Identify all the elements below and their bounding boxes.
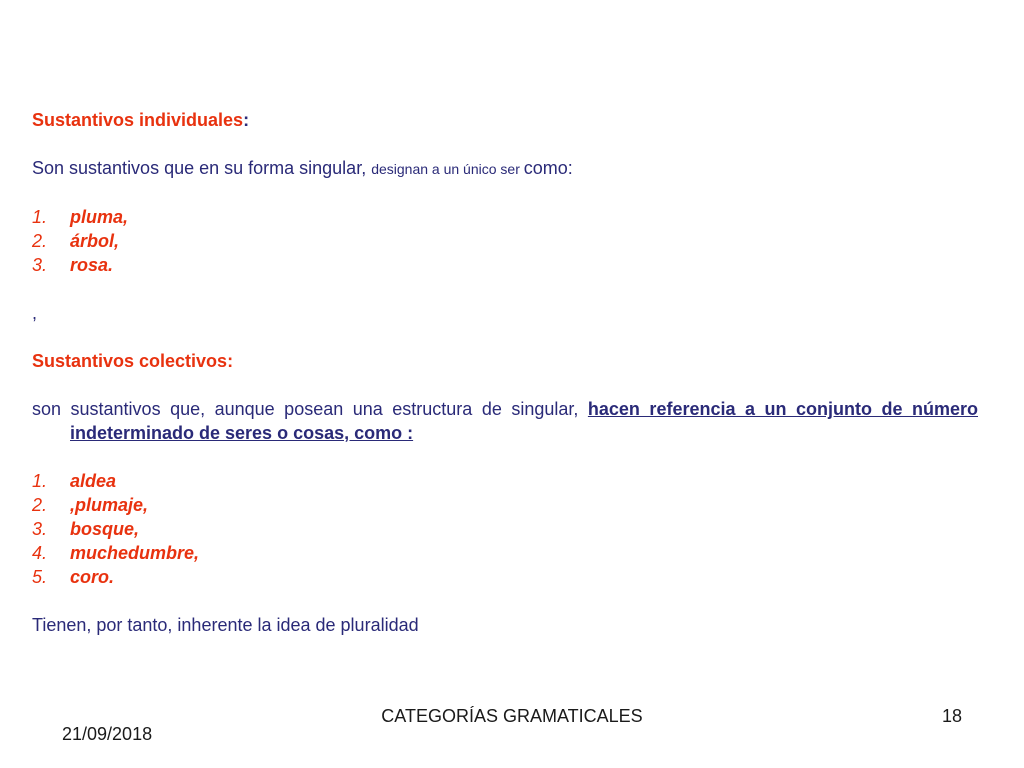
section2-intro <box>32 397 978 445</box>
section1-heading: Sustantivos individuales <box>32 110 244 130</box>
list-item <box>32 493 978 517</box>
list-item <box>32 541 978 565</box>
section1-intro-part3: como: <box>523 158 573 178</box>
list-item-text: bosque, <box>70 519 140 539</box>
list-item-number: 2. <box>32 231 48 251</box>
list-item <box>32 469 978 493</box>
spacer <box>32 589 978 613</box>
conclusion: Tienen, por tanto, inherente la idea de pluralidad <box>32 615 419 635</box>
slide-content <box>32 108 978 637</box>
section2-intro-plain: son sustantivos que, aunque posean una estructura de singular, <box>32 399 588 419</box>
spacer <box>32 132 978 156</box>
list-item-text: aldea <box>70 471 117 491</box>
stray-comma: , <box>32 303 38 323</box>
list-item-number: 3. <box>32 255 48 275</box>
section1-intro <box>32 156 978 181</box>
list-item-text: coro. <box>70 567 115 587</box>
list-item <box>32 205 978 229</box>
list-item <box>32 565 978 589</box>
footer-date: 21/09/2018 <box>62 724 153 744</box>
section2-intro-emphasis: hacen referencia a un conjunto de número indeterminado de seres o cosas, como : <box>70 399 979 443</box>
section1-heading-colon: : <box>243 110 250 130</box>
list-item-number: 5. <box>32 567 48 587</box>
spacer <box>32 277 978 301</box>
page-number: 18 <box>941 706 962 726</box>
section2-list <box>32 469 978 589</box>
list-item-number: 1. <box>32 207 48 227</box>
section1-list <box>32 205 978 277</box>
list-item-text: rosa. <box>70 255 114 275</box>
spacer <box>32 373 978 397</box>
spacer <box>32 445 978 469</box>
spacer <box>32 325 978 349</box>
list-item <box>32 229 978 253</box>
list-item-number: 3. <box>32 519 48 539</box>
list-item-number: 2. <box>32 495 48 515</box>
list-item-text: árbol, <box>70 231 120 251</box>
list-item-text: ,plumaje, <box>70 495 149 515</box>
list-item-text: pluma, <box>70 207 129 227</box>
section2-heading: Sustantivos colectivos: <box>32 351 234 371</box>
spacer <box>32 181 978 205</box>
section1-heading-line <box>32 108 978 132</box>
list-item-number: 4. <box>32 543 48 563</box>
footer-title: CATEGORÍAS GRAMATICALES <box>381 706 643 726</box>
section1-intro-part1: Son sustantivos que en su forma singular, <box>32 158 372 178</box>
list-item <box>32 253 978 277</box>
section1-intro-part2: designan a un único ser <box>371 161 524 177</box>
list-item-text: muchedumbre, <box>70 543 200 563</box>
list-item <box>32 517 978 541</box>
list-item-number: 1. <box>32 471 48 491</box>
